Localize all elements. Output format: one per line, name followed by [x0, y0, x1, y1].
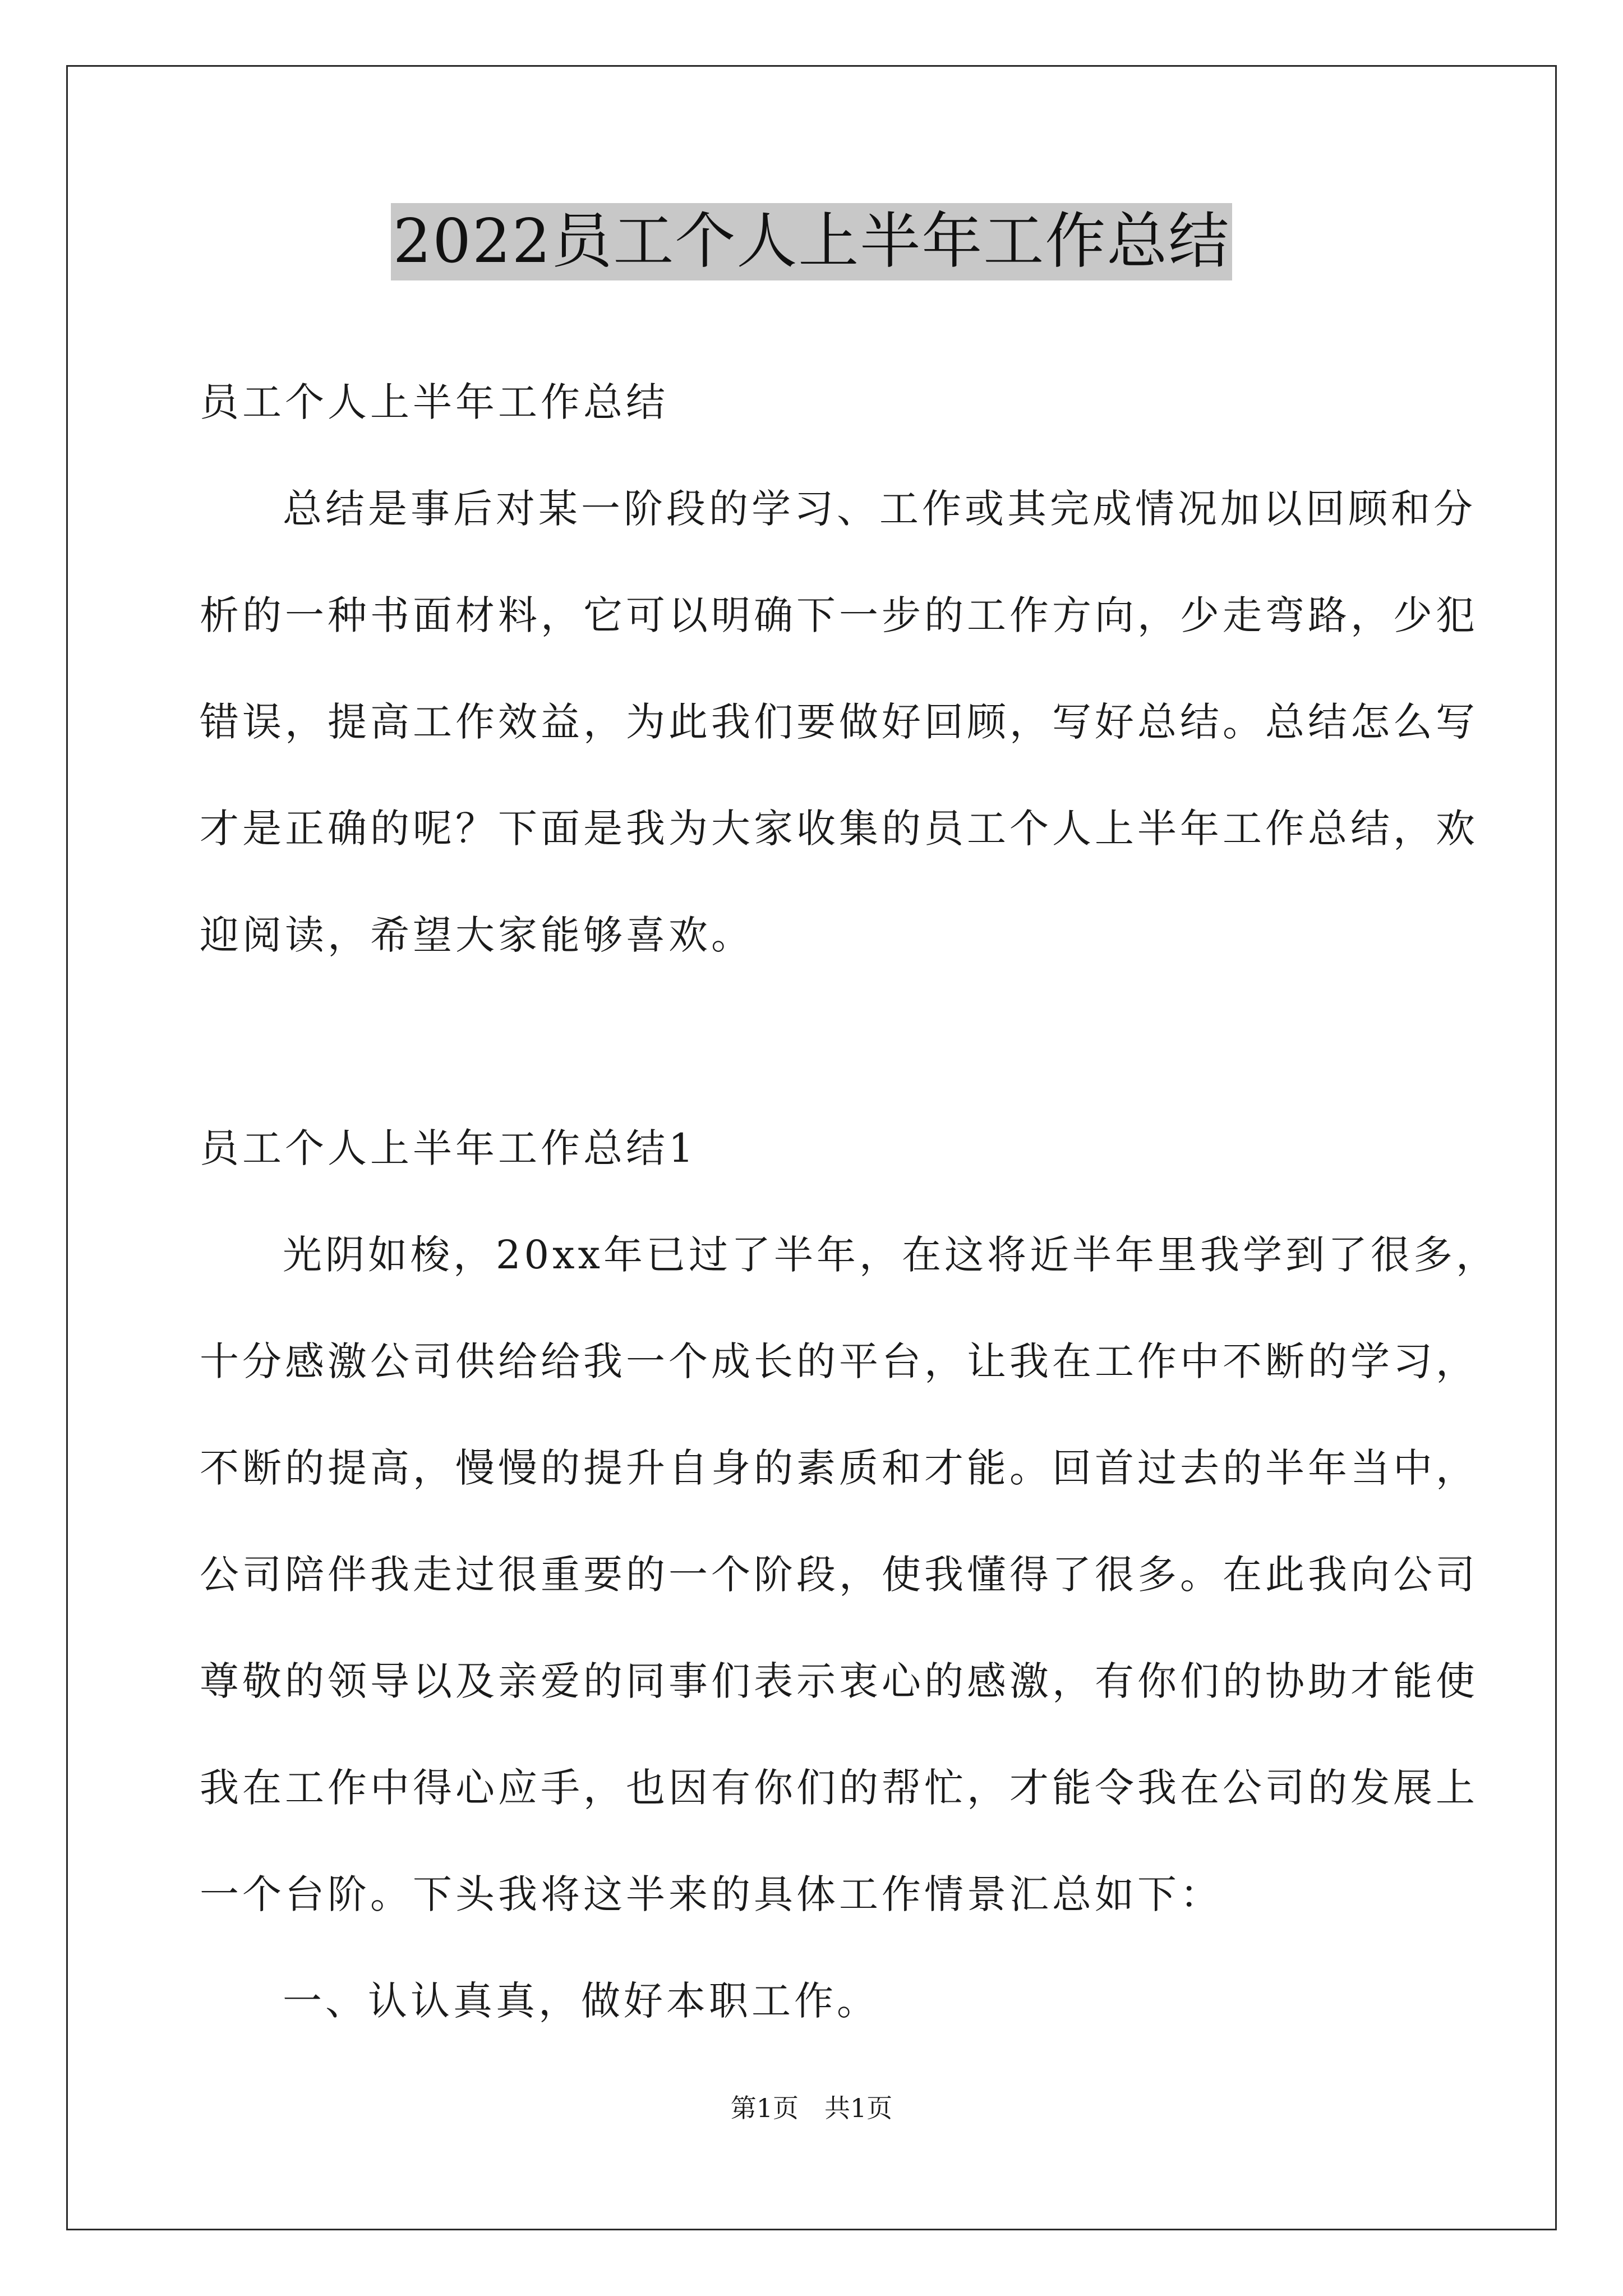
section-line: 一个台阶。下头我将这半来的具体工作情景汇总如下： [200, 1871, 1223, 1917]
intro-line: 才是正确的呢？下面是我为大家收集的员工个人上半年工作总结，欢 [200, 806, 1478, 852]
intro-line: 错误，提高工作效益，为此我们要做好回顾，写好总结。总结怎么写 [200, 699, 1478, 745]
section-line: 我在工作中得心应手，也因有你们的帮忙，才能令我在公司的发展上 [200, 1765, 1478, 1811]
page-footer [0, 2091, 1623, 2125]
paragraph-gap [200, 988, 1456, 1095]
section-line: 不断的提高，慢慢的提升自身的素质和才能。回首过去的半年当中， [200, 1445, 1478, 1491]
point-heading: 一、认认真真，做好本职工作。 [283, 1978, 879, 2024]
section-heading: 员工个人上半年工作总结1 [200, 1125, 697, 1171]
section-line: 十分感激公司供给给我一个成长的平台，让我在工作中不断的学习， [200, 1338, 1478, 1384]
document-body [200, 349, 1499, 2054]
section-line: 光阴如梭，20xx年已过了半年，在这将近半年里我学到了很多， [283, 1232, 1499, 1278]
section-line: 尊敬的领导以及亲爱的同事们表示衷心的感激，有你们的协助才能使 [200, 1658, 1478, 1704]
page-total: 共1页 [824, 2093, 893, 2123]
subtitle: 员工个人上半年工作总结 [200, 379, 668, 425]
title-container [0, 203, 1623, 280]
intro-line: 总结是事后对某一阶段的学习、工作或其完成情况加以回顾和分 [283, 486, 1476, 532]
section-line: 公司陪伴我走过很重要的一个阶段，使我懂得了很多。在此我向公司 [200, 1552, 1478, 1598]
document-title: 2022员工个人上半年工作总结 [391, 203, 1233, 280]
intro-line: 析的一种书面材料，它可以明确下一步的工作方向，少走弯路，少犯 [200, 592, 1478, 638]
page-number: 第1页 [730, 2093, 799, 2123]
intro-line: 迎阅读，希望大家能够喜欢。 [200, 912, 754, 958]
